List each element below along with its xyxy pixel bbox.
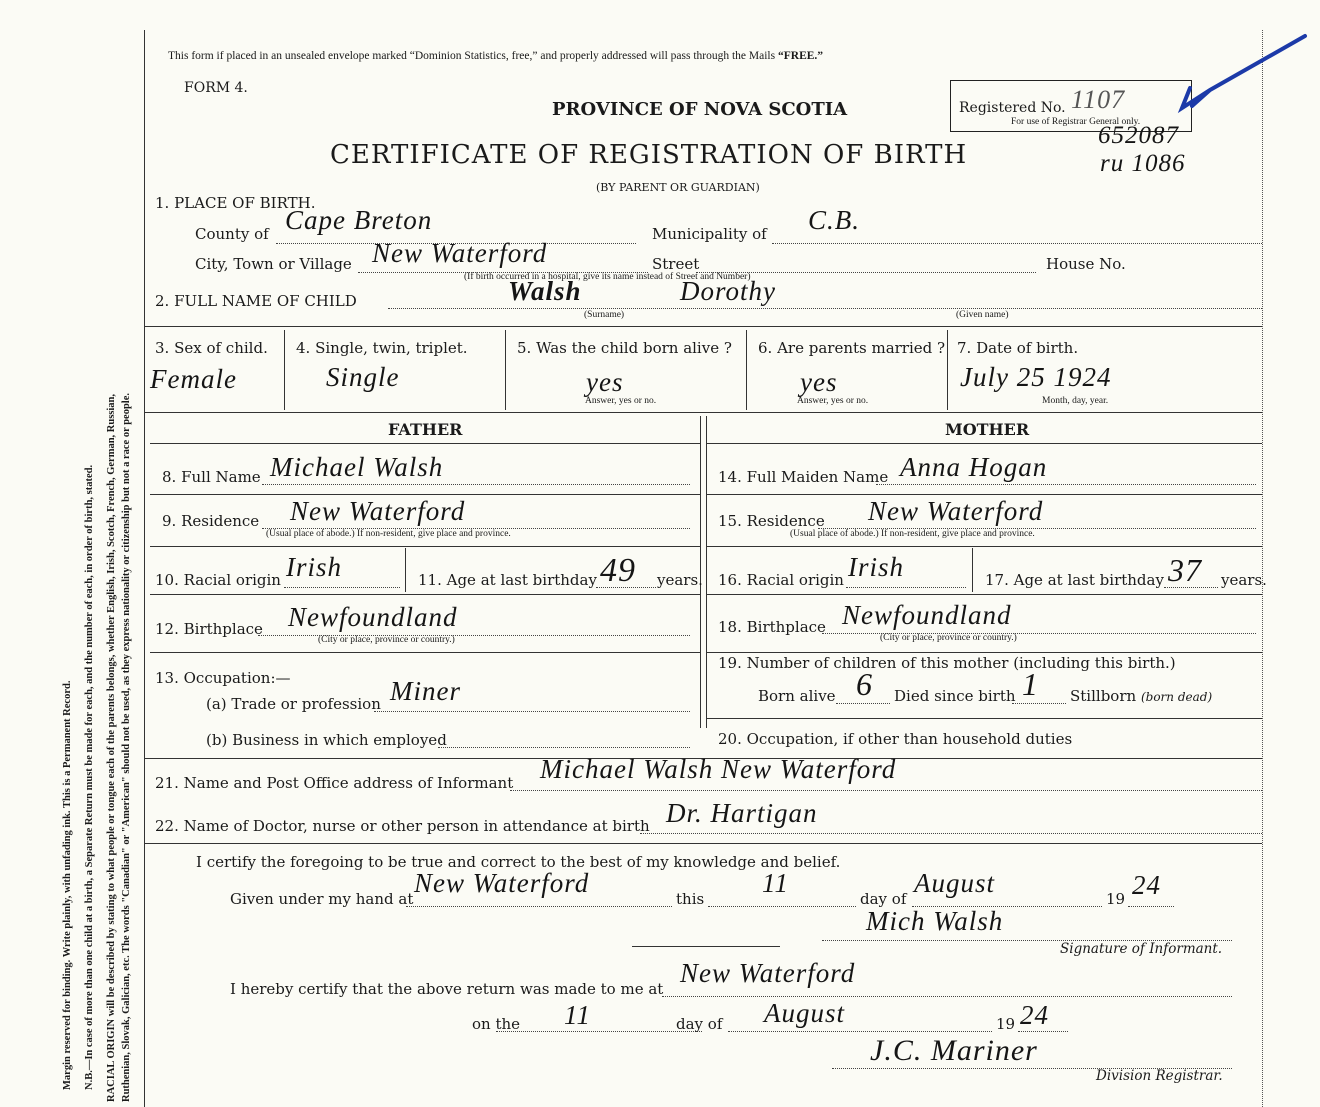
registration-hw-number: 652087 (1098, 122, 1179, 149)
business-label: (b) Business in which employed (206, 731, 447, 749)
occupation-heading: 13. Occupation:— (155, 669, 291, 687)
informant-value: Michael Walsh New Waterford (540, 754, 897, 784)
mother-birthplace-value: Newfoundland (842, 600, 1012, 630)
separator-short (632, 946, 780, 947)
mother-birthplace-caption: (City or place, province or country.) (880, 633, 1017, 643)
rule-m5 (706, 652, 1262, 653)
rule-m2 (706, 494, 1262, 495)
child-surname: Walsh (508, 276, 582, 306)
binding-margin (0, 0, 140, 1107)
father-racial-label: 10. Racial origin (155, 571, 281, 589)
mother-racial-line (846, 587, 966, 588)
mother-name-value: Anna Hogan (900, 452, 1048, 482)
born-alive-label: 5. Was the child born alive ? (517, 339, 732, 357)
parents-married-value: yes (800, 367, 838, 397)
margin-note-binding: Margin reserved for binding. Write plainly, with unfading ink. This is a Permanent Record. (62, 680, 73, 1090)
mother-residence-value: New Waterford (868, 496, 1044, 526)
certify-day-value: 11 (762, 868, 789, 898)
registrar-year-value: 24 (1020, 1000, 1049, 1030)
business-line (438, 747, 690, 748)
child-name-label: 2. FULL NAME OF CHILD (155, 292, 357, 310)
registered-number-label: Registered No. (959, 100, 1066, 116)
informant-signature: Mich Walsh (866, 906, 1004, 936)
registration-hw-number-2: ru 1086 (1100, 150, 1186, 177)
father-birthplace-label: 12. Birthplace (155, 620, 263, 638)
father-age-value: 49 (600, 552, 636, 589)
rule-m4 (706, 594, 1262, 595)
registrar-year-line (1018, 1031, 1068, 1032)
mother-name-label: 14. Full Maiden Name (718, 468, 889, 486)
registrar-year-prefix: 19 (996, 1015, 1016, 1033)
city-value: New Waterford (372, 238, 548, 268)
rule-f4 (150, 594, 700, 595)
father-racial-value: Irish (286, 552, 343, 582)
city-label: City, Town or Village (195, 255, 352, 273)
registrar-statement: I hereby certify that the above return was made to me at (230, 980, 664, 998)
date-of-birth-caption: Month, day, year. (1042, 396, 1109, 406)
registrar-caption: Division Registrar. (1096, 1068, 1223, 1084)
father-birthplace-caption: (City or place, province or country.) (318, 635, 455, 645)
mother-age-divider (972, 548, 973, 592)
registrar-month-value: August (764, 998, 846, 1028)
informant-signature-caption: Signature of Informant. (1060, 941, 1223, 957)
born-alive-count-value: 6 (856, 666, 873, 702)
mother-occupation-label: 20. Occupation, if other than household duties (718, 730, 1073, 748)
rule-2 (144, 412, 1262, 413)
hospital-note: (If birth occurred in a hospital, give its name instead of Street and Number) (464, 272, 751, 282)
father-years-label: years. (657, 571, 703, 589)
father-age-line (596, 587, 656, 588)
rule-f5 (150, 652, 700, 653)
mother-age-label: 17. Age at last birthday (985, 571, 1164, 589)
born-alive-count-label: Born alive (758, 687, 836, 705)
house-number-label: House No. (1046, 255, 1126, 273)
registrar-day-value: 11 (564, 1000, 591, 1030)
left-border (144, 30, 145, 1107)
right-edge-line (1262, 30, 1263, 1107)
municipality-value: C.B. (808, 205, 861, 235)
doctor-line (640, 833, 1262, 834)
margin-note-racial-origin: RACIAL ORIGIN will be described by stating to what people or tongue each of the parents belongs, whether English, Irish, Scotch, French, German, Russian, (106, 393, 117, 1102)
father-heading: FATHER (388, 420, 463, 439)
certify-year-value: 24 (1132, 870, 1161, 900)
father-age-divider (405, 548, 406, 592)
rule-f3 (150, 546, 700, 547)
municipality-line (772, 243, 1262, 244)
page-title: CERTIFICATE OF REGISTRATION OF BIRTH (330, 140, 968, 170)
mother-name-line (876, 484, 1256, 485)
given-under-hand-label: Given under my hand at (230, 890, 414, 908)
born-alive-count-line (836, 703, 890, 704)
this-label: this (676, 890, 705, 908)
plurality-value: Single (326, 362, 400, 392)
child-given-name: Dorothy (680, 276, 776, 306)
place-heading: 1. PLACE OF BIRTH. (155, 194, 316, 212)
sex-label: 3. Sex of child. (155, 339, 268, 357)
father-name-label: 8. Full Name (162, 468, 261, 486)
father-residence-caption: (Usual place of abode.) If non-resident, give place and province. (266, 529, 511, 539)
center-divider-b (706, 416, 707, 728)
certify-year-prefix: 19 (1106, 890, 1126, 908)
trade-label: (a) Trade or profession (206, 695, 381, 713)
father-residence-value: New Waterford (290, 496, 466, 526)
rule-f2 (150, 494, 700, 495)
divider-6 (947, 330, 948, 410)
mother-racial-value: Irish (848, 552, 905, 582)
divider-4 (505, 330, 506, 410)
doctor-value: Dr. Hartigan (666, 798, 818, 828)
form-number: FORM 4. (184, 80, 248, 96)
registrar-day-line (496, 1031, 702, 1032)
check-mark-icon (1170, 30, 1310, 120)
registered-number-value: 1107 (1071, 85, 1126, 114)
registrar-place: New Waterford (680, 958, 856, 988)
parents-married-label: 6. Are parents married ? (758, 339, 946, 357)
informant-line (510, 790, 1262, 791)
certify-day-line (708, 906, 856, 907)
born-alive-value: yes (586, 367, 624, 397)
certify-year-line (1128, 906, 1174, 907)
father-residence-label: 9. Residence (162, 512, 260, 530)
divider-3 (284, 330, 285, 410)
mother-birthplace-label: 18. Birthplace (718, 618, 826, 636)
father-racial-line (284, 587, 400, 588)
trade-value: Miner (390, 676, 461, 706)
informant-label: 21. Name and Post Office address of Informant (155, 774, 514, 792)
rule-f1 (150, 443, 700, 444)
father-name-value: Michael Walsh (270, 452, 444, 482)
mother-years-label: years. (1221, 571, 1267, 589)
postal-notice: This form if placed in an unsealed envelope marked “Dominion Statistics, free,” and properly addressed will pass through the Mails “FREE.” (168, 50, 824, 62)
stillborn-label: Stillborn (born dead) (1070, 687, 1213, 705)
given-under-hand-place: New Waterford (414, 868, 590, 898)
certify-month-value: August (914, 868, 996, 898)
rule-1 (144, 326, 1262, 327)
margin-note-multiple-births: N.B.—In case of more than one child at a birth, a Separate Return must be made for each, and the number of each, in order of birth, stated. (84, 464, 95, 1090)
county-value: Cape Breton (285, 205, 433, 235)
date-of-birth-label: 7. Date of birth. (957, 339, 1079, 357)
margin-note-racial-origin-2: Ruthenian, Slovak, Galician, etc. The words "Canadian" or "American" should not be used, as they express nationality or citizenship but not a race or people. (121, 393, 132, 1102)
mother-racial-label: 16. Racial origin (718, 571, 844, 589)
trade-line (374, 711, 690, 712)
mother-age-value: 37 (1168, 552, 1202, 588)
certify-statement: I certify the foregoing to be true and correct to the best of my knowledge and belief. (196, 853, 841, 871)
doctor-label: 22. Name of Doctor, nurse or other person in attendance at birth (155, 817, 650, 835)
father-birthplace-value: Newfoundland (288, 602, 458, 632)
died-since-birth-line (1012, 703, 1066, 704)
given-name-caption: (Given name) (956, 310, 1009, 320)
mother-residence-label: 15. Residence (718, 512, 825, 530)
mother-heading: MOTHER (945, 420, 1030, 439)
children-count-label: 19. Number of children of this mother (including this birth.) (718, 654, 1176, 672)
registrar-on-label: on the (472, 1015, 521, 1033)
rule-m3 (706, 546, 1262, 547)
registrar-place-line (662, 996, 1232, 997)
sex-value: Female (150, 364, 237, 394)
registrar-month-line (728, 1031, 992, 1032)
parents-married-caption: Answer, yes or no. (797, 396, 869, 406)
province-heading: PROVINCE OF NOVA SCOTIA (552, 99, 848, 120)
surname-caption: (Surname) (584, 310, 625, 320)
county-label: County of (195, 225, 269, 243)
divider-5 (746, 330, 747, 410)
mother-residence-caption: (Usual place of abode.) If non-resident, give place and province. (790, 529, 1035, 539)
municipality-label: Municipality of (652, 225, 767, 243)
born-alive-caption: Answer, yes or no. (585, 396, 657, 406)
plurality-label: 4. Single, twin, triplet. (296, 339, 468, 357)
street-label: Street (652, 255, 700, 273)
page-subtitle: (BY PARENT OR GUARDIAN) (596, 181, 760, 194)
date-of-birth-value: July 25 1924 (960, 362, 1112, 392)
registrar-signature: J.C. Mariner (870, 1034, 1038, 1067)
mother-age-line (1164, 587, 1218, 588)
registered-number-note: For use of Registrar General only. (1011, 117, 1141, 127)
child-name-line (388, 308, 1262, 309)
registrar-day-of-label: day of (676, 1015, 723, 1033)
given-place-line (406, 906, 672, 907)
father-age-label: 11. Age at last birthday (418, 571, 597, 589)
died-since-birth-label: Died since birth (894, 687, 1016, 705)
father-name-line (262, 484, 690, 485)
certify-day-of-label: day of (860, 890, 907, 908)
rule-m6 (706, 718, 1262, 719)
rule-4 (144, 843, 1262, 844)
rule-m1 (706, 443, 1262, 444)
died-since-birth-value: 1 (1022, 666, 1039, 702)
